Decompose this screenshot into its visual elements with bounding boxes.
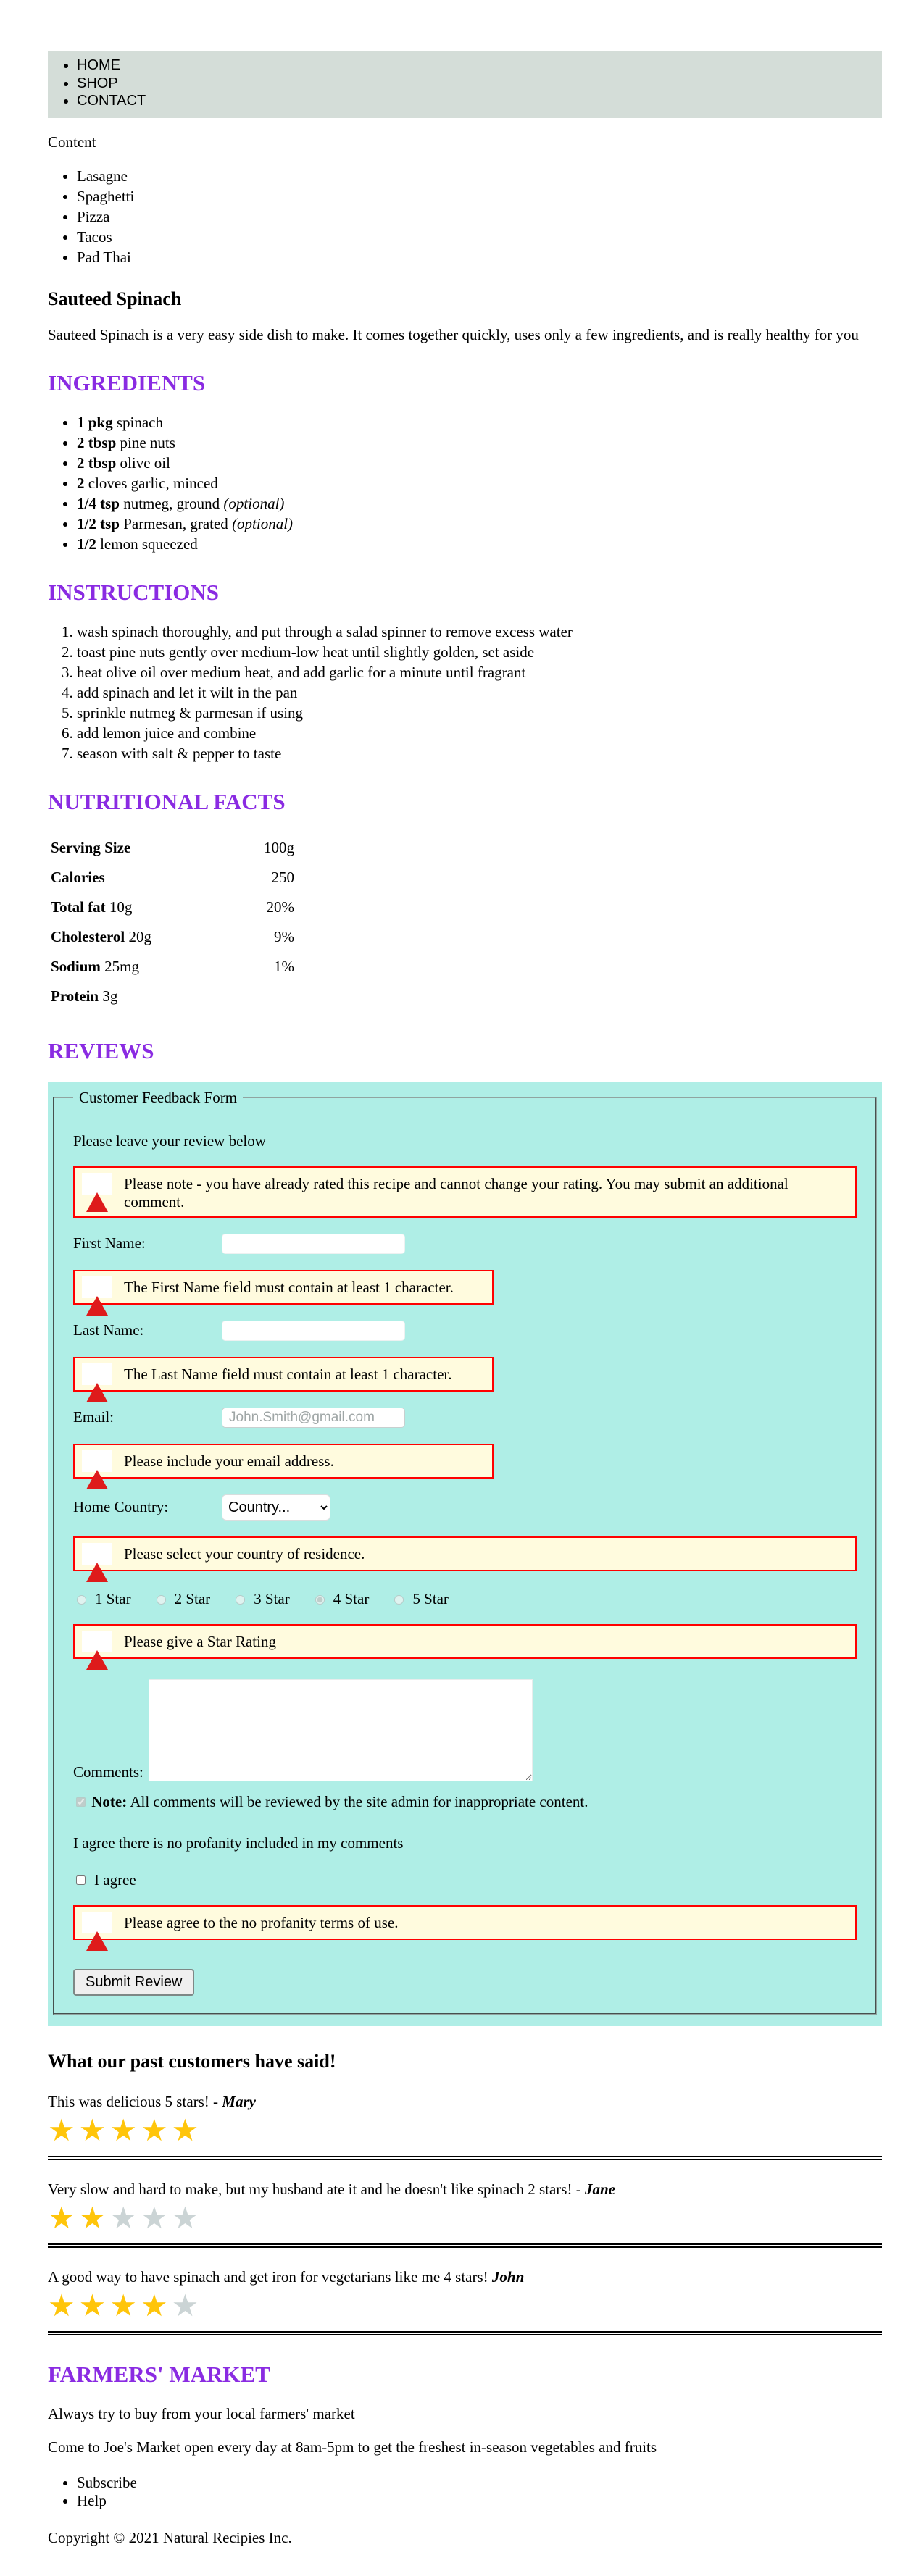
nutrition-row [49, 834, 296, 862]
nutrition-amount: 3g [99, 987, 118, 1005]
first-name-label: First Name: [73, 1234, 146, 1253]
instruction-list [48, 623, 882, 763]
star-icon: ★ [140, 2289, 172, 2323]
last-name-error [73, 1357, 494, 1392]
star-rating-radio-4[interactable] [315, 1595, 325, 1605]
star-icon: ★ [171, 2289, 203, 2323]
nutrition-value-cell: 250 [271, 868, 294, 886]
nutrition-label-cell [49, 834, 215, 862]
ingredient-item [77, 454, 882, 472]
error-message: Please include your email address. [124, 1452, 334, 1470]
reviews-heading: REVIEWS [48, 1037, 154, 1063]
review-divider [48, 2243, 882, 2248]
nutrition-row [49, 893, 296, 921]
food-list [48, 167, 882, 267]
nutrition-row [49, 863, 296, 892]
star-rating-group [73, 1590, 857, 1608]
warning-triangle-icon [82, 1363, 112, 1385]
already-rated-warning [73, 1166, 857, 1218]
error-message: Please agree to the no profanity terms of use. [124, 1913, 399, 1931]
star-rating-option-label: 4 Star [333, 1589, 370, 1607]
star-icon: ★ [109, 2289, 141, 2323]
ingredient-list [48, 414, 882, 553]
ingredient-qty: 2 [77, 474, 85, 492]
nutrition-amount: 25mg [100, 957, 139, 975]
agree-label: I agree [94, 1870, 136, 1889]
ingredient-qty: 2 tbsp [77, 433, 117, 451]
star-rating-option-label: 3 Star [254, 1589, 290, 1607]
country-error [73, 1536, 857, 1571]
recipe-title: Sauteed Spinach [48, 288, 182, 309]
star-icon: ★ [171, 2114, 203, 2148]
comments-textarea[interactable] [149, 1679, 533, 1781]
star-icon: ★ [109, 2201, 141, 2236]
review-divider [48, 2156, 882, 2160]
warning-message: Please note - you have already rated this recipe and cannot change your rating. You may submit an additional comment. [124, 1174, 788, 1210]
past-reviews-section [48, 2093, 882, 2335]
nutrition-label: Total fat [51, 898, 106, 916]
ingredient-text: olive oil [116, 453, 170, 472]
ingredient-item [77, 535, 882, 553]
star-icon: ★ [48, 2114, 79, 2148]
reviewer-name: John [491, 2267, 525, 2286]
star-icon: ★ [48, 2201, 79, 2236]
nav-item-contact[interactable]: • CONTACT [77, 93, 882, 110]
market-text-1: Always try to buy from your local farmers' market [48, 2405, 355, 2423]
nutrition-label-cell [49, 893, 215, 921]
star-rating-display [48, 2291, 882, 2322]
review-comment: A good way to have spinach and get iron for vegetarians like me 4 stars! [48, 2267, 492, 2286]
nutrition-value-cell: 9% [274, 927, 294, 945]
nutrition-label: Calories [51, 868, 105, 886]
instruction-step: 4. add spinach and let it wilt in the pan [77, 684, 882, 702]
star-rating-display [48, 2203, 882, 2235]
nutrition-row [49, 982, 296, 1011]
ingredient-note: (optional) [223, 494, 285, 512]
nutrition-heading: NUTRITIONAL FACTS [48, 788, 286, 814]
star-rating-error [73, 1624, 857, 1659]
star-icon: ★ [78, 2114, 110, 2148]
star-rating-radio-1[interactable] [77, 1595, 86, 1605]
submit-review-button[interactable]: Submit Review [73, 1969, 194, 1996]
ingredient-qty: 1/2 [77, 535, 96, 553]
star-icon: ★ [78, 2289, 110, 2323]
note-label: Note: [91, 1792, 128, 1810]
food-list-item: • Spaghetti [77, 188, 882, 206]
ingredient-qty: 1 pkg [77, 413, 113, 431]
nav-item-home[interactable]: • HOME [77, 57, 882, 75]
country-label: Home Country: [73, 1498, 169, 1516]
star-icon: ★ [140, 2201, 172, 2236]
food-list-item: • Lasagne [77, 167, 882, 185]
customer-feedback-form [48, 1082, 882, 2026]
star-rating-option [73, 1590, 131, 1608]
last-name-input[interactable] [222, 1321, 405, 1341]
instruction-step: 3. heat olive oil over medium heat, and add garlic for a minute until fragrant [77, 664, 882, 682]
email-label: Email: [73, 1408, 114, 1426]
ingredient-text: lemon squeezed [96, 535, 198, 553]
ingredient-text: spinach [112, 413, 164, 431]
market-text-2: Come to Joe's Market open every day at 8am-5pm to get the freshest in-season vegetables and fruits [48, 2438, 657, 2456]
instruction-step: 5. sprinkle nutmeg & parmesan if using [77, 704, 882, 722]
feedback-fieldset [53, 1089, 877, 2015]
nutrition-row [49, 923, 296, 951]
customer-review [48, 2180, 882, 2248]
ingredient-text: Parmesan, grated [119, 514, 233, 532]
nav-item-shop[interactable]: • SHOP [77, 75, 882, 93]
recipe-description: Sauteed Spinach is a very easy side dish to make. It comes together quickly, uses only a few ingredients, and is really healthy for you [48, 325, 859, 343]
ingredient-qty: 1/4 tsp [77, 494, 120, 512]
nutrition-label-cell [49, 953, 215, 981]
ingredients-heading: INGREDIENTS [48, 369, 206, 396]
nutrition-label-cell [49, 863, 215, 892]
star-rating-radio-5[interactable] [394, 1595, 404, 1605]
nutrition-label-cell [49, 923, 215, 951]
instruction-step: 6. add lemon juice and combine [77, 724, 882, 743]
last-name-label: Last Name: [73, 1321, 144, 1339]
nutrition-label: Sodium [51, 957, 101, 975]
star-icon: ★ [171, 2201, 203, 2236]
warning-triangle-icon [82, 1631, 112, 1652]
copyright-text: Copyright © 2021 Natural Recipies Inc. [48, 2529, 292, 2547]
nutrition-label: Cholesterol [51, 927, 125, 945]
review-divider [48, 2331, 882, 2335]
error-message: Please give a Star Rating [124, 1632, 276, 1650]
admin-note-checkbox [76, 1797, 86, 1807]
nutrition-value-cell: 1% [274, 957, 294, 975]
food-list-item: • Pizza [77, 208, 882, 226]
first-name-error [73, 1270, 494, 1305]
nutrition-row [49, 953, 296, 981]
star-rating-option-label: 1 Star [95, 1589, 131, 1607]
error-message: The Last Name field must contain at least 1 character. [124, 1365, 452, 1383]
customer-review [48, 2268, 882, 2335]
nutrition-label: Serving Size [51, 838, 131, 856]
comments-label: Comments: [73, 1762, 143, 1781]
admin-note-row [73, 1793, 857, 1811]
nav-list [48, 51, 882, 118]
country-select[interactable] [222, 1494, 330, 1521]
star-rating-option [391, 1590, 449, 1608]
star-rating-display [48, 2115, 882, 2147]
nutrition-label-cell [49, 982, 215, 1011]
footer-link-help[interactable]: • Help [77, 2492, 882, 2510]
star-rating-radio-2[interactable] [157, 1595, 166, 1605]
note-text: All comments will be reviewed by the site admin for inappropriate content. [127, 1792, 588, 1810]
star-rating-option [232, 1590, 290, 1608]
feedback-intro: Please leave your review below [73, 1132, 266, 1150]
ingredient-item [77, 434, 882, 452]
nutrition-amount: 20g [125, 927, 152, 945]
star-rating-option [312, 1590, 370, 1608]
nutrition-value-cell [216, 982, 296, 1011]
star-rating-radio-3[interactable] [236, 1595, 245, 1605]
footer-link-subscribe[interactable]: • Subscribe [77, 2474, 882, 2492]
ingredient-note: (optional) [232, 514, 294, 532]
star-rating-option-label: 5 Star [412, 1589, 449, 1607]
star-icon: ★ [48, 2289, 79, 2323]
ingredient-qty: 1/2 tsp [77, 514, 120, 532]
nutrition-table [48, 832, 297, 1012]
nutrition-label: Protein [51, 987, 99, 1005]
review-text [48, 2093, 882, 2111]
reviewer-name: Mary [222, 2092, 256, 2110]
profanity-statement: I agree there is no profanity included in my comments [73, 1833, 404, 1852]
email-error [73, 1444, 494, 1479]
feedback-form-legend: Customer Feedback Form [79, 1088, 238, 1106]
instruction-step: 2. toast pine nuts gently over medium-low heat until slightly golden, set aside [77, 643, 882, 661]
ingredient-item [77, 474, 882, 493]
star-icon: ★ [78, 2201, 110, 2236]
warning-triangle-icon [82, 1543, 112, 1565]
warning-triangle-icon [82, 1173, 112, 1195]
error-message: The First Name field must contain at least 1 character. [124, 1278, 454, 1296]
food-list-item: • Tacos [77, 228, 882, 246]
nutrition-amount: 10g [105, 898, 133, 916]
food-list-item: • Pad Thai [77, 248, 882, 267]
review-comment: Very slow and hard to make, but my husband ate it and he doesn't like spinach 2 stars! - [48, 2180, 585, 2198]
review-text [48, 2268, 882, 2286]
star-icon: ★ [140, 2114, 172, 2148]
ingredient-text: pine nuts [116, 433, 175, 451]
review-text [48, 2180, 882, 2199]
agree-error [73, 1905, 857, 1940]
instruction-step: 1. wash spinach thoroughly, and put through a salad spinner to remove excess water [77, 623, 882, 641]
customer-review [48, 2093, 882, 2160]
ingredient-item [77, 515, 882, 533]
agree-checkbox[interactable] [76, 1875, 86, 1885]
review-comment: This was delicious 5 stars! - [48, 2092, 222, 2110]
instructions-heading: INSTRUCTIONS [48, 579, 220, 605]
error-message: Please select your country of residence. [124, 1544, 365, 1563]
nutrition-value-cell: 20% [266, 898, 294, 916]
ingredient-qty: 2 tbsp [77, 453, 117, 472]
past-reviews-heading: What our past customers have said! [48, 2050, 336, 2072]
nutrition-value-cell: 100g [264, 838, 294, 856]
ingredient-text: cloves garlic, minced [84, 474, 218, 492]
first-name-input[interactable] [222, 1234, 405, 1254]
warning-triangle-icon [82, 1912, 112, 1933]
warning-triangle-icon [82, 1276, 112, 1298]
star-rating-option [153, 1590, 211, 1608]
email-input[interactable] [222, 1408, 405, 1428]
reviewer-name: Jane [584, 2180, 615, 2198]
instruction-step: 7. season with salt & pepper to taste [77, 745, 882, 763]
ingredient-item [77, 414, 882, 432]
star-icon: ★ [109, 2114, 141, 2148]
farmers-market-heading: FARMERS' MARKET [48, 2362, 270, 2388]
top-nav [48, 51, 882, 118]
footer-links [48, 2474, 882, 2510]
warning-triangle-icon [82, 1450, 112, 1472]
content-label: Content [48, 133, 96, 151]
star-rating-option-label: 2 Star [174, 1589, 211, 1607]
ingredient-text: nutmeg, ground [119, 494, 224, 512]
ingredient-item [77, 495, 882, 513]
